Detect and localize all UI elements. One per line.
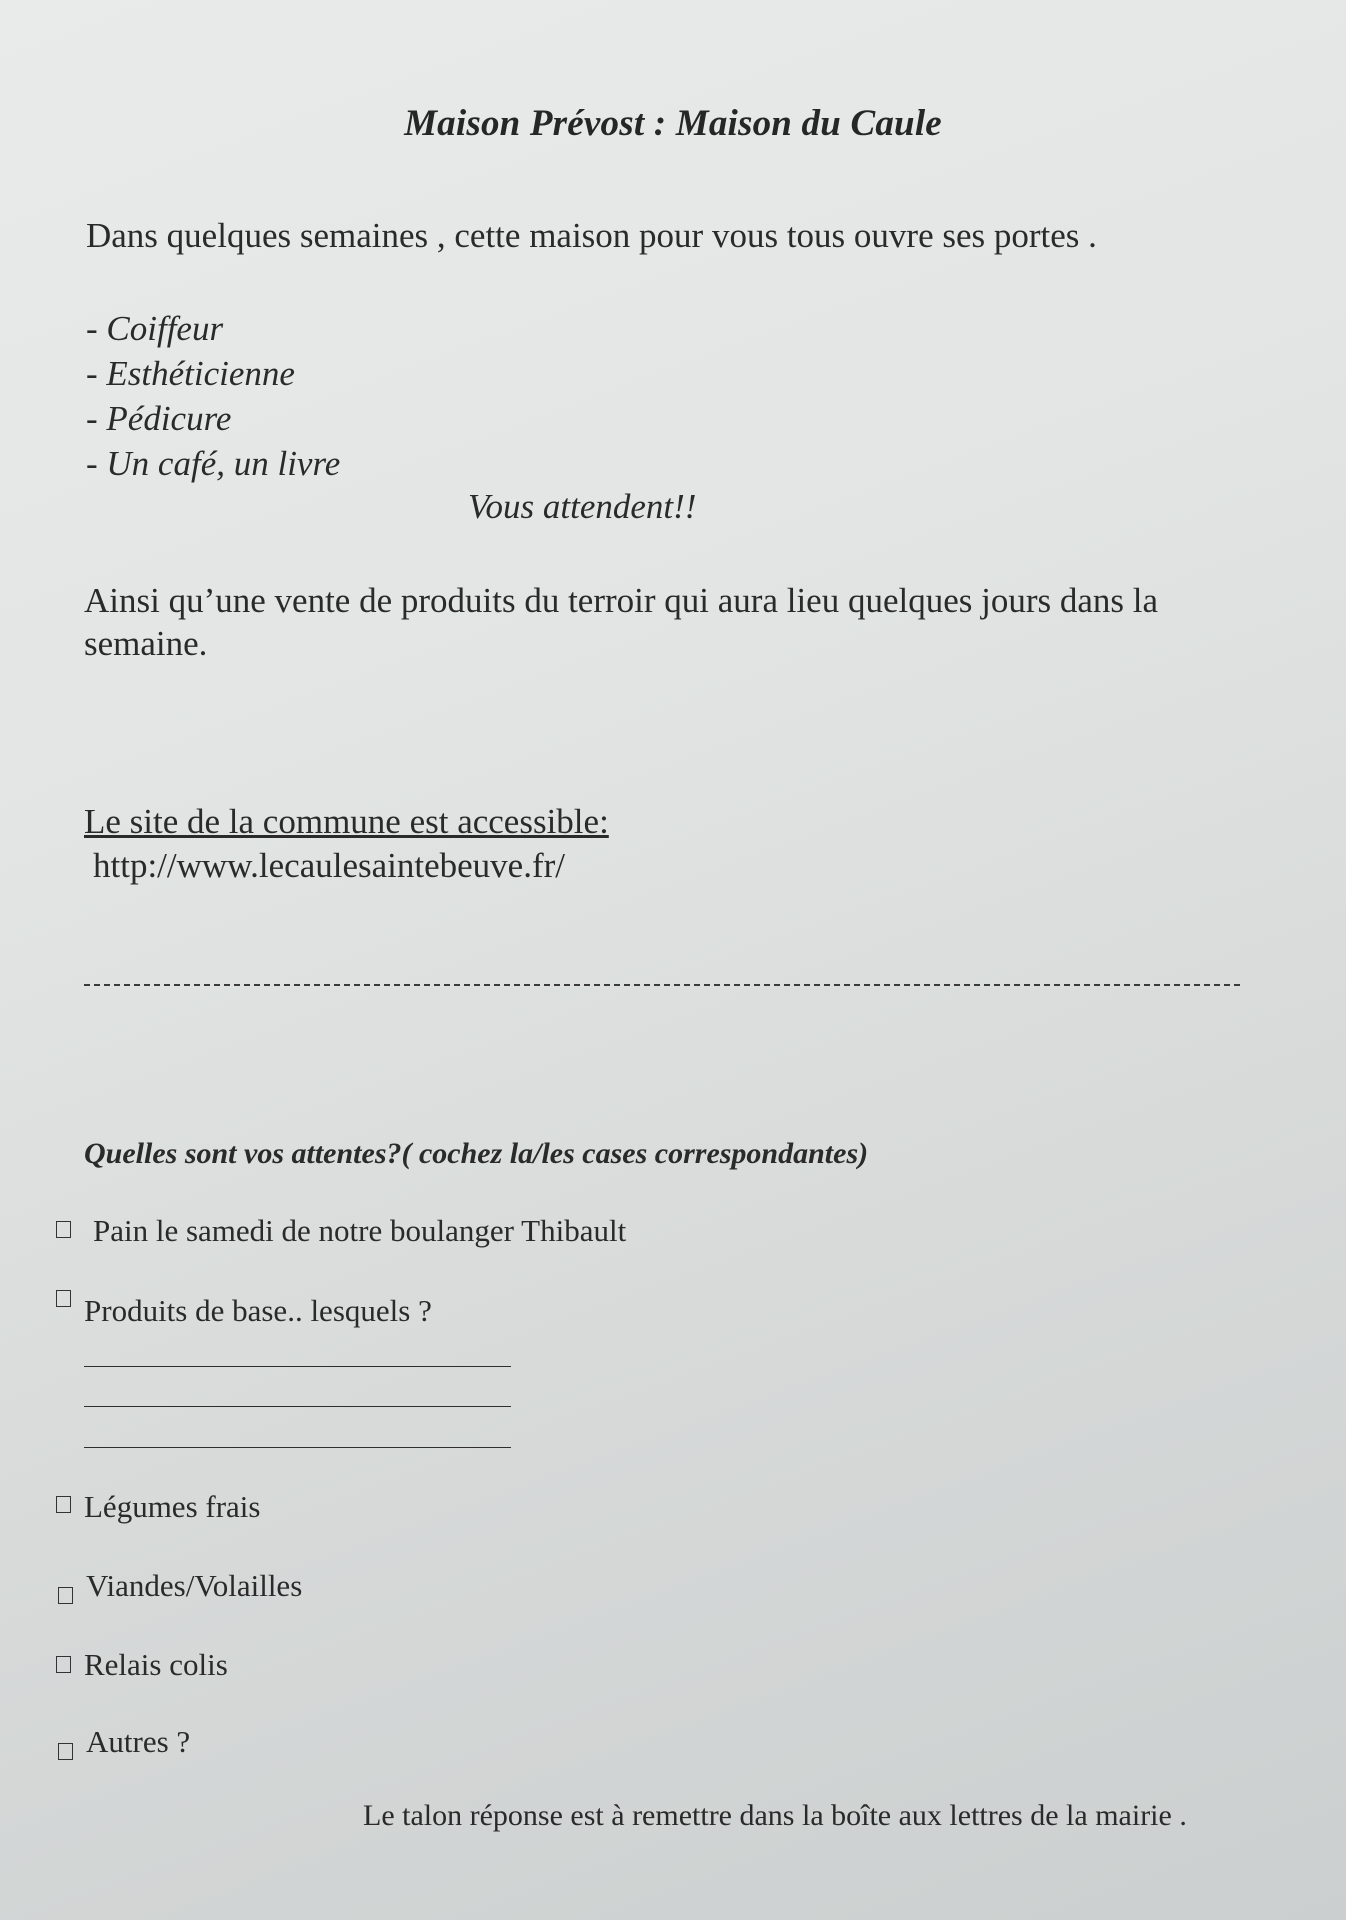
market-text: Ainsi qu’une vente de produits du terroir qui aura lieu quelques jours dans la semaine. [84, 581, 1159, 663]
service-item: - Un café, un livre [86, 444, 341, 483]
option-other-checkbox[interactable] [58, 1743, 73, 1760]
site-url[interactable]: http://www.lecaulesaintebeuve.fr/ [93, 846, 566, 885]
footer-note: Le talon réponse est à remettre dans la boîte aux lettres de la mairie . [363, 1799, 1187, 1832]
cut-here-dashed-line [84, 984, 1240, 986]
option-vegetables-checkbox[interactable] [56, 1496, 71, 1513]
option-parcel-relay-checkbox[interactable] [56, 1656, 71, 1673]
option-meats-checkbox[interactable] [58, 1587, 73, 1604]
service-item: - Pédicure [86, 399, 232, 438]
option-meats-label: Viandes/Volailles [86, 1568, 303, 1603]
write-in-line[interactable] [84, 1366, 511, 1367]
service-item: - Esthéticienne [86, 354, 295, 393]
option-vegetables-label: Légumes frais [84, 1489, 261, 1524]
option-parcel-relay-label: Relais colis [84, 1647, 228, 1682]
service-item: - Coiffeur [86, 309, 224, 348]
option-other-label: Autres ? [86, 1724, 191, 1759]
option-bread-checkbox[interactable] [56, 1221, 71, 1238]
intro-text: Dans quelques semaines , cette maison pour vous tous ouvre ses portes . [86, 216, 1097, 255]
write-in-line[interactable] [84, 1447, 511, 1448]
option-basic-products-checkbox[interactable] [56, 1290, 71, 1307]
services-list [86, 306, 340, 486]
services-tagline: Vous attendent!! [468, 487, 697, 526]
option-bread-label: Pain le samedi de notre boulanger Thibault [93, 1213, 627, 1248]
write-in-line[interactable] [84, 1406, 511, 1407]
site-label: Le site de la commune est accessible: [84, 802, 609, 841]
document-title: Maison Prévost : Maison du Caule [404, 103, 942, 144]
option-basic-products-label: Produits de base.. lesquels ? [84, 1293, 432, 1328]
form-question: Quelles sont vos attentes?( cochez la/les cases correspondantes) [84, 1137, 869, 1170]
